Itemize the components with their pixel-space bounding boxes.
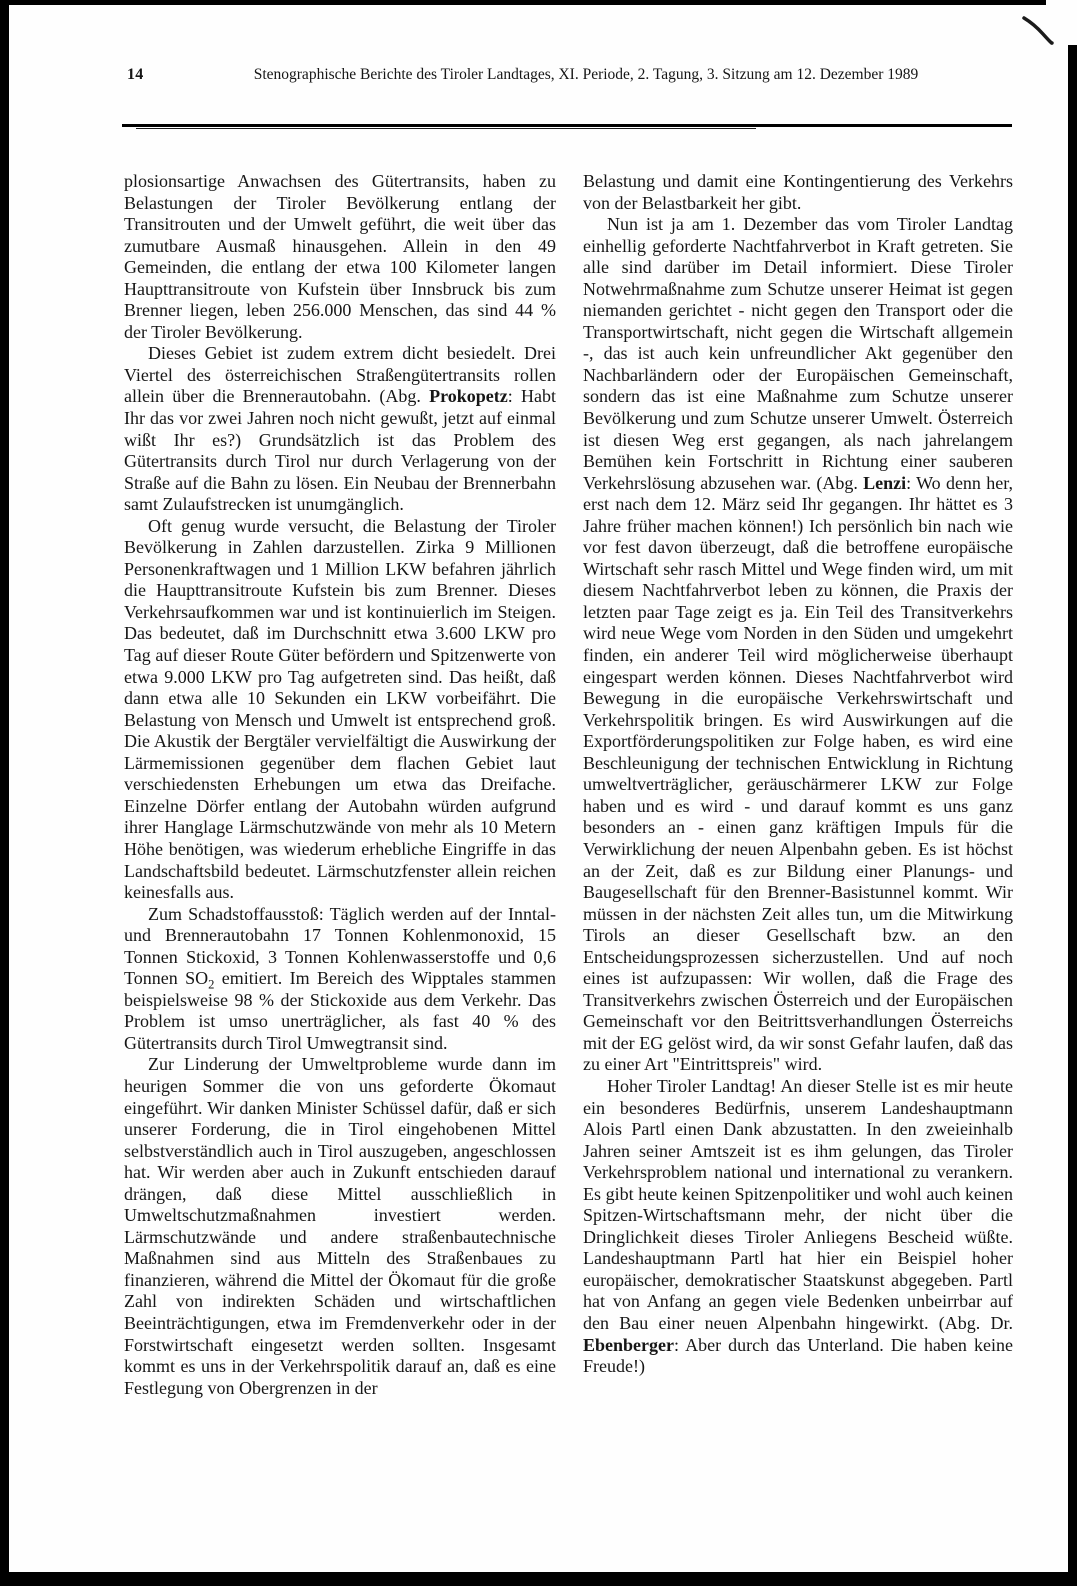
header-rule	[122, 124, 1012, 127]
paragraph: Zur Linderung der Umweltprobleme wurde dann im heurigen Sommer die von uns geforderte Ökomaut eingeführt. Wir danken Minister Schüssel dafür, daß er sich unserer Forderung, die in Tirol eingehobenen Mittel selbstverständlich auch in Tirol auszugeben, angeschlossen hat. Wir werden aber auch in Zukunft entschieden darauf drängen, daß diese Mittel ausschließlich in Umweltschutzmaßnahmen investiert werden. Lärmschutzwände und andere straßenbautechnische Maßnahmen sind aus Mitteln des Straßenbaues zu finanzieren, während die Mittel der Ökomaut für die große Zahl von indirekten Schäden und wirtschaftlichen Beeinträchtigungen, etwa im Fremdenverkehr oder in der Forstwirtschaft eingesetzt werden sollten. Insgesamt kommt es uns in der Verkehrspolitik darauf an, daß es eine Festlegung von Obergrenzen in der	[124, 1054, 556, 1398]
page-number: 14	[127, 66, 144, 83]
scan-edge-bottom	[0, 1572, 1077, 1586]
paragraph: Oft genug wurde versucht, die Belastung der Tiroler Bevölkerung in Zahlen darzustellen. Zirka 9 Millionen Personenkraftwagen und 1 Million LKW befahren jährlich die Haupttransitroute Kufstein bis zum Brenner. Dieses Verkehrsaufkommen war und ist kontinuierlich im Steigen. Das bedeutet, daß im Durchschnitt etwa 3.600 LKW pro Tag auf dieser Route Güter befördern und Spitzenwerte von etwa 9.000 LKW pro Tag aufgetreten sind. Das heißt, daß dann etwa alle 10 Sekunden ein LKW vorbeifährt. Die Belastung von Mensch und Umwelt ist entsprechend groß. Die Akustik der Bergtäler vervielfältigt die Auswirkung der Lärmemissionen gegenüber dem flachen Gebiet laut verschiedensten Erhebungen um etwa das Dreifache. Einzelne Dörfer entlang der Autobahn würden aufgrund ihrer Hanglage Lärmschutzwände von mehr als 10 Metern Höhe benötigen, was wiederum erhebliche Eingriffe in das Landschaftsbild bedeutet. Lärmschutzfenster allein reichen keinesfalls aus.	[124, 515, 556, 903]
paragraph: Dieses Gebiet ist zudem extrem dicht besiedelt. Drei Viertel des österreichischen Straßengütertransits rollen allein über die Brennerautobahn. (Abg. Prokopetz: Habt Ihr das vor zwei Jahren noch nicht gewußt, jetzt auf einmal wißt Ihr es?) Grundsätzlich ist das Problem des Gütertransits durch Tirol nur durch Verlagerung von der Straße auf die Bahn zu lösen. Ein Neubau der Brennerbahn samt Zulaufstrecken ist unumgänglich.	[124, 343, 556, 515]
paragraph: Nun ist ja am 1. Dezember das vom Tiroler Landtag einhellig geforderte Nachtfahrverbot in Kraft getreten. Sie alle sind darüber im Detail informiert. Diese Tiroler Notwehrmaßnahme zum Schutze unserer Heimat ist gegen niemanden gerichtet - nicht gegen den Transport oder die Transportwirtschaft, nicht gegen die Wirtschaft allgemein -, das ist auch kein unfreundlicher Akt gegenüber den Nachbarländern oder der Europäischen Gemeinschaft, sondern das ist eine Maßnahme zum Schutze unserer Bevölkerung und zum Schutze unserer Umwelt. Österreich ist diesen Weg erst gegangen, als nach jahrelangem Bemühen kein Fortschritt in Richtung einer sauberen Verkehrslösung abzusehen war. (Abg. Lenzi: Wo denn her, erst nach dem 12. März seid Ihr gegangen. Ihr hättet es 3 Jahre früher machen können!) Ich persönlich bin nach wie vor fest davon überzeugt, daß die betroffene europäische Wirtschaft sehr rasch Mittel und Wege finden wird, um mit diesem Nachtfahrverbot leben zu können, die Praxis der letzten paar Tage zeigt es ja. Ein Teil des Transitverkehrs wird neue Wege vom Norden in den Süden und umgekehrt finden, ein anderer Teil wird möglicherweise überhaupt eingespart werden können. Dieses Nachtfahrverbot wird Bewegung in die europäische Verkehrswirtschaft und Verkehrspolitik bringen. Es wird Auswirkungen auf die Exportförderungspolitiken zur Folge haben, es wird eine Beschleunigung der technischen Entwicklung in Richtung umweltverträglicher, geräuschärmerer LKW zur Folge haben und es wird - und darauf kommt es uns ganz besonders an - einen ganz kräftigen Impuls für die Verwirklichung der neuen Alpenbahn geben. Es ist höchst an der Zeit, daß es zur Bildung einer Planungs- und Baugesellschaft für den Brenner-Basistunnel kommt. Wir müssen in der nächsten Zeit alles tun, um die Mitwirkung Tirols an dieser Gesellschaft bzw. an den Entscheidungsprozessen sicherzustellen. Und auf noch eines ist aufzupassen: Wir wollen, daß die Frage des Transitverkehrs zwischen Österreich und der Europäischen Gemeinschaft vor den Beitrittsverhandlungen Österreichs mit der EG gelöst wird, da wir sonst Gefahr laufen, daß das zu einer Art "Eintrittspreis" wird.	[583, 214, 1013, 1075]
running-head-title: Stenographische Berichte des Tiroler Landtages, XI. Periode, 2. Tagung, 3. Sitzung am 12. Dezember 1989	[253, 66, 919, 83]
paragraph: Zum Schadstoffausstoß: Täglich werden auf der Inntal- und Brennerautobahn 17 Tonnen Kohlenmonoxid, 15 Tonnen Stickoxid, 3 Tonnen Kohlenwasserstoffe und 0,6 Tonnen $SO_2$ emitiert. Im Bereich des Wipptales stammen beispielsweise 98 % der Stickoxide aus dem Verkehr. Das Problem ist umso unerträglicher, als fast 40 % des Gütertransits durch Tirol Umwegtransit sind.	[124, 903, 556, 1053]
scan-edge-top	[0, 0, 1046, 5]
text-column-left	[124, 171, 556, 1399]
paragraph: plosionsartige Anwachsen des Gütertransits, haben zu Belastungen der Tiroler Bevölkerung entlang der Transitrouten und der Umwelt geführt, die weit über das zumutbare Ausmaß hinausgehen. Allein in den 49 Gemeinden, die entlang der etwa 100 Kilometer langen Haupttransitroute von Kufstein über Innsbruck bis zum Brenner liegen, leben 256.000 Menschen, das sind 44 % der Tiroler Bevölkerung.	[124, 171, 556, 342]
handwritten-checkmark	[1018, 10, 1062, 54]
scan-edge-right	[1068, 45, 1077, 1586]
scan-edge-left	[0, 0, 9, 1586]
paragraph: Belastung und damit eine Kontingentierung des Verkehrs von der Belastbarkeit her gibt.	[583, 171, 1013, 213]
text-column-right	[583, 171, 1013, 1378]
paragraph: Hoher Tiroler Landtag! An dieser Stelle ist es mir heute ein besonderes Bedürfnis, unserem Landeshauptmann Alois Partl einen Dank abzustatten. In den zweieinhalb Jahren seiner Amtszeit ist es ihm gelungen, das Tiroler Verkehrsproblem national und international zu verankern. Es gibt heute keinen Spitzenpolitiker und wohl auch keinen Spitzen-Wirtschaftsmann mehr, der nicht über die Dringlichkeit dieses Tiroler Anliegens Bescheid wüßte. Landeshauptmann Partl hat hier ein Beispiel hoher europäischer, demokratischer Staatskunst abgegeben. Partl hat von Anfang an gegen viele Bedenken unbeirrbar auf den Bau einer neuen Alpenbahn hingewirkt. (Abg. Dr. Ebenberger: Aber durch das Unterland. Die haben keine Freude!)	[583, 1075, 1013, 1377]
